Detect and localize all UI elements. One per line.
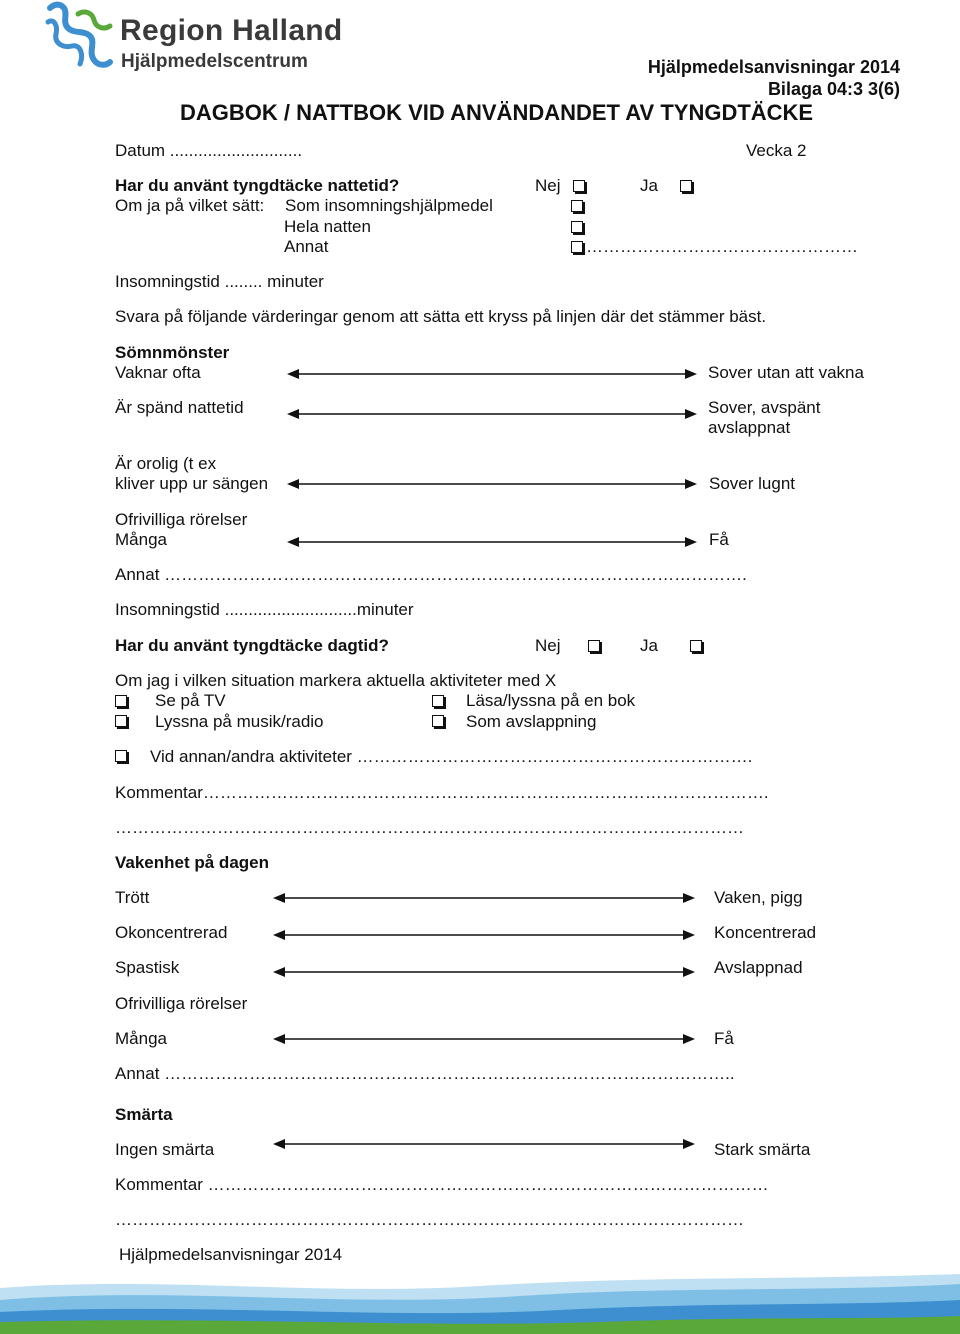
instruction-text: Svara på följande värderingar genom att sätta ett kryss på linjen där det stämmer bäst.	[115, 307, 767, 326]
somn-r2-left: Är spänd nattetid	[115, 398, 244, 417]
activity-tv-checkbox[interactable]	[115, 695, 127, 707]
somn-r3-right: Sover lugnt	[709, 474, 795, 493]
somn-r1-scale[interactable]	[287, 367, 697, 381]
night-option-insomning: Som insomningshjälpmedel	[285, 196, 493, 215]
activity-musik-checkbox[interactable]	[115, 715, 127, 727]
somn-r4-left-2: Många	[115, 530, 167, 549]
vak-annat[interactable]: Annat ………………………………………………………………………………………..	[115, 1064, 735, 1083]
vak-r1-right: Vaken, pigg	[714, 888, 803, 907]
night-question: Har du använt tyngdtäcke nattetid?	[115, 176, 400, 195]
somn-r4-right: Få	[709, 530, 729, 549]
somn-heading: Sömnmönster	[115, 343, 230, 362]
activity-bok-label: Läsa/lyssna på en bok	[466, 691, 636, 710]
bilaga-label: Bilaga 04:3 3(6)	[767, 79, 900, 99]
vecka-label: Vecka 2	[746, 141, 807, 160]
day-ja-label: Ja	[640, 636, 658, 655]
night-option-annat: Annat	[284, 237, 329, 256]
smarta-scale[interactable]	[273, 1137, 695, 1151]
night-ja-label: Ja	[640, 176, 658, 195]
night-option-hela-natten-checkbox[interactable]	[571, 221, 583, 233]
vak-r4-scale[interactable]	[273, 1032, 695, 1046]
activity-bok-checkbox[interactable]	[432, 695, 444, 707]
vak-r1-scale[interactable]	[273, 891, 695, 905]
vak-r2-left: Okoncentrerad	[115, 923, 228, 942]
activity-avslappning-checkbox[interactable]	[432, 715, 444, 727]
logo-subtitle: Hjälpmedelscentrum	[121, 51, 308, 72]
activity-musik-label: Lyssna på musik/radio	[155, 712, 324, 731]
day-question: Har du använt tyngdtäcke dagtid?	[115, 636, 389, 655]
footer-wave-decoration	[0, 1266, 960, 1334]
vak-r4-left-1: Ofrivilliga rörelser	[115, 994, 248, 1013]
night-insomningstid[interactable]: Insomningstid ........ minuter	[115, 272, 324, 291]
region-halland-logo-mark	[44, 0, 116, 74]
somn-r2-right-2: avslappnat	[708, 418, 791, 437]
somn-r1-left: Vaknar ofta	[115, 363, 201, 382]
activity-annan-label[interactable]: Vid annan/andra aktiviteter …………………………………………………………….	[150, 747, 753, 766]
day-situation-label: Om jag i vilken situation markera aktuella aktiviteter med X	[115, 671, 557, 690]
somn-r3-scale[interactable]	[287, 477, 697, 491]
day-nej-checkbox[interactable]	[588, 640, 600, 652]
activity-avslappning-label: Som avslappning	[466, 712, 597, 731]
somn-r3-left-2: kliver upp ur sängen	[115, 474, 269, 493]
activity-tv-label: Se på TV	[155, 691, 226, 710]
page-title: DAGBOK / NATTBOK VID ANVÄNDANDET AV TYNGDTÄCKE	[180, 100, 814, 125]
somn-r2-right-1: Sover, avspänt	[708, 398, 821, 417]
night-ja-checkbox[interactable]	[680, 180, 692, 192]
somn-r3-left-1: Är orolig (t ex	[115, 454, 217, 473]
datum-field[interactable]: Datum ............................	[115, 141, 303, 160]
vak-r3-scale[interactable]	[273, 965, 695, 979]
night-option-hela-natten: Hela natten	[284, 217, 371, 236]
somn-r2-scale[interactable]	[287, 407, 697, 421]
smarta-kommentar[interactable]: Kommentar ………………………………………………………………………………………	[115, 1175, 769, 1194]
vak-r3-left: Spastisk	[115, 958, 180, 977]
somn-r1-right: Sover utan att vakna	[708, 363, 864, 382]
footer-text: Hjälpmedelsanvisningar 2014	[119, 1245, 343, 1264]
vak-r2-scale[interactable]	[273, 928, 695, 942]
smarta-right: Stark smärta	[714, 1140, 811, 1159]
night-option-annat-checkbox[interactable]	[571, 241, 583, 253]
vak-heading: Vakenhet på dagen	[115, 853, 269, 872]
night-option-insomning-checkbox[interactable]	[571, 200, 583, 212]
smarta-left: Ingen smärta	[115, 1140, 215, 1159]
somn-annat[interactable]: Annat ………………………………………………………………………………………….	[115, 565, 747, 584]
night-nej-label: Nej	[535, 176, 561, 195]
vak-r3-right: Avslappnad	[714, 958, 803, 977]
vak-r4-right: Få	[714, 1029, 734, 1048]
night-annat-line[interactable]: …………………………………………	[586, 237, 858, 256]
day-nej-label: Nej	[535, 636, 561, 655]
night-nej-checkbox[interactable]	[573, 180, 585, 192]
day-kommentar[interactable]: Kommentar……………………………………………………………………………………….	[115, 783, 769, 802]
document-name: Hjälpmedelsanvisningar 2014	[647, 57, 900, 77]
day-kommentar-line-2[interactable]: …………………………………………………………………………………………………	[115, 818, 744, 837]
somn-r4-left-1: Ofrivilliga rörelser	[115, 510, 248, 529]
smarta-heading: Smärta	[115, 1105, 173, 1124]
day-ja-checkbox[interactable]	[690, 640, 702, 652]
logo-name: Region Halland	[120, 14, 343, 47]
vak-r4-left-2: Många	[115, 1029, 167, 1048]
smarta-kommentar-line-2[interactable]: …………………………………………………………………………………………………	[115, 1210, 744, 1229]
vak-r1-left: Trött	[115, 888, 150, 907]
somn-r4-scale[interactable]	[287, 535, 697, 549]
activity-annan-checkbox[interactable]	[115, 750, 127, 762]
somn-insomningstid[interactable]: Insomningstid ............................minuter	[115, 600, 414, 619]
night-how-label: Om ja på vilket sätt:	[115, 196, 265, 215]
vak-r2-right: Koncentrerad	[714, 923, 817, 942]
